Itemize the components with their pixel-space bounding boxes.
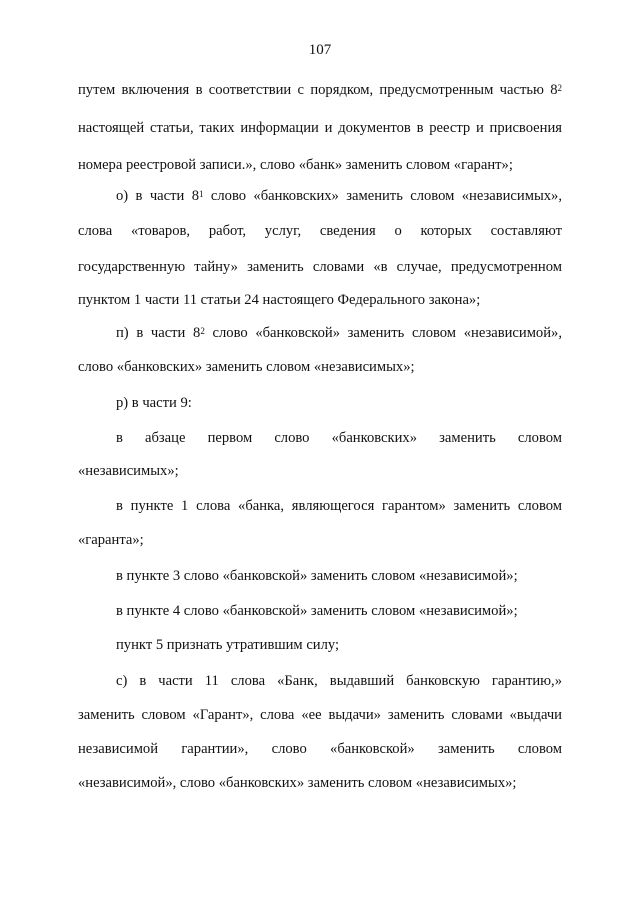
text: о) в части 8 — [116, 188, 199, 204]
text: путем включения в соответствии с порядком, предусмотренным частью 8 — [78, 82, 558, 98]
paragraph-continuation-line-1 — [78, 81, 562, 99]
item-s-line-3: независимой гарантии», слово «банковской» заменить словом — [78, 741, 562, 757]
item-r-abzac-line-1: в абзаце первом слово «банковских» заменить словом — [116, 430, 562, 446]
item-s-line-2: заменить словом «Гарант», слова «ее выдачи» заменить словами «выдачи — [78, 707, 562, 723]
paragraph-continuation-line-3: номера реестровой записи.», слово «банк» заменить словом «гарант»; — [78, 157, 513, 173]
item-r-abzac-line-2: «независимых»; — [78, 463, 179, 479]
item-s-line-4: «независимой», слово «банковских» заменить словом «независимых»; — [78, 775, 517, 791]
item-r-line-1: р) в части 9: — [116, 395, 192, 411]
superscript: 1 — [199, 189, 204, 199]
item-o-line-1 — [116, 187, 562, 205]
item-o-line-2: слова «товаров, работ, услуг, сведения о которых составляют — [78, 223, 562, 239]
paragraph-continuation-line-2: настоящей статьи, таких информации и документов в реестр и присвоения — [78, 120, 562, 136]
item-r-punkt1-line-2: «гаранта»; — [78, 532, 144, 548]
text: слово «банковской» заменить словом «независимой», — [204, 325, 562, 341]
item-r-punkt1-line-1: в пункте 1 слова «банка, являющегося гарантом» заменить словом — [116, 498, 562, 514]
text: п) в части 8 — [116, 325, 201, 341]
item-r-punkt5-line: пункт 5 признать утратившим силу; — [116, 637, 340, 653]
item-s-line-1: с) в части 11 слова «Банк, выдавший банковскую гарантию,» — [116, 673, 562, 689]
item-o-line-3: государственную тайну» заменить словами «в случае, предусмотренном — [78, 259, 562, 275]
item-r-punkt4-line: в пункте 4 слово «банковской» заменить словом «независимой»; — [116, 603, 518, 619]
superscript: 2 — [200, 326, 205, 336]
superscript: 2 — [557, 83, 562, 93]
item-p-line-2: слово «банковских» заменить словом «независимых»; — [78, 359, 415, 375]
item-p-line-1 — [116, 324, 562, 342]
item-r-punkt3-line: в пункте 3 слово «банковской» заменить словом «независимой»; — [116, 568, 518, 584]
item-o-line-4: пунктом 1 части 11 статьи 24 настоящего Федерального закона»; — [78, 292, 481, 308]
page-number: 107 — [308, 42, 332, 58]
text: слово «банковских» заменить словом «независимых», — [203, 188, 562, 204]
